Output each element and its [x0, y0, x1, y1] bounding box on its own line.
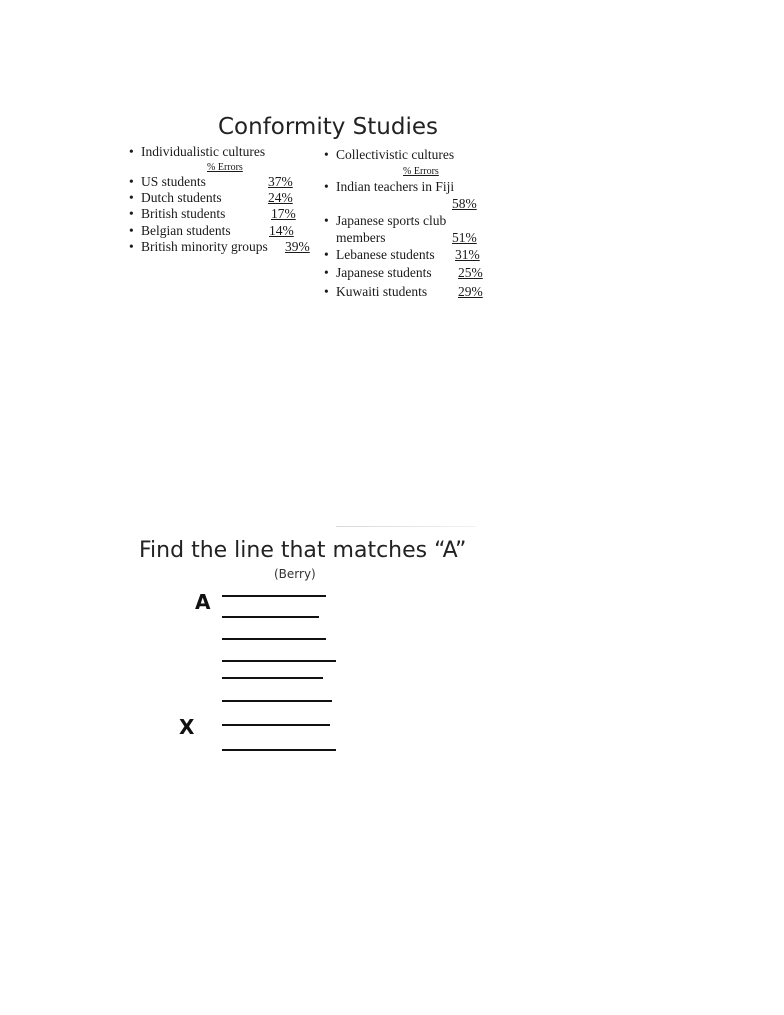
item-label-continued: members: [336, 230, 386, 245]
column-header: Individualistic cultures: [141, 144, 266, 159]
label-a: A: [195, 590, 211, 614]
collectivistic-column: [324, 147, 504, 307]
comparison-line: [222, 700, 332, 702]
slide-divider: [336, 526, 476, 527]
slide-title: Conformity Studies: [218, 114, 438, 140]
bullet: •: [129, 206, 134, 221]
column-header: Collectivistic cultures: [336, 147, 455, 162]
item-value: 14%: [269, 223, 294, 238]
item-value: 29%: [458, 284, 483, 299]
bullet: •: [129, 144, 134, 159]
item-label: US students: [141, 174, 206, 189]
item-label: Indian teachers in Fiji: [336, 179, 455, 194]
individualistic-column: [129, 144, 319, 264]
comparison-line: [222, 616, 319, 618]
item-value: 31%: [455, 247, 480, 262]
item-value: 39%: [285, 239, 310, 254]
item-label: Lebanese students: [336, 247, 435, 262]
bullet: •: [324, 179, 329, 194]
item-value: 17%: [271, 206, 296, 221]
comparison-line: [222, 749, 336, 751]
bullet: •: [324, 265, 329, 280]
slide-title: Find the line that matches “A”: [139, 538, 467, 563]
item-label: Kuwaiti students: [336, 284, 428, 299]
errors-subheader: % Errors: [207, 162, 243, 173]
item-value: 37%: [268, 174, 293, 189]
item-label: British minority groups: [141, 239, 268, 254]
comparison-line: [222, 677, 323, 679]
item-value: 58%: [452, 196, 477, 211]
item-value: 25%: [458, 265, 483, 280]
item-label: Japanese students: [336, 265, 432, 280]
bullet: •: [129, 239, 134, 254]
bullet: •: [324, 247, 329, 262]
comparison-line: [222, 724, 330, 726]
item-label: British students: [141, 206, 226, 221]
label-x: X: [179, 715, 195, 739]
bullet: •: [129, 190, 134, 205]
item-value: 51%: [452, 230, 477, 245]
item-label: Japanese sports club: [336, 213, 447, 228]
bullet: •: [129, 174, 134, 189]
credit-text: (Berry): [274, 567, 316, 581]
bullet: •: [324, 147, 329, 162]
item-label: Belgian students: [141, 223, 231, 238]
bullet: •: [324, 284, 329, 299]
comparison-line: [222, 638, 326, 640]
conformity-studies-slide: [0, 0, 784, 320]
bullet: •: [324, 213, 329, 228]
item-value: 24%: [268, 190, 293, 205]
comparison-line: [222, 660, 336, 662]
item-label: Dutch students: [141, 190, 222, 205]
reference-line: [222, 595, 326, 597]
bullet: •: [129, 223, 134, 238]
errors-subheader: % Errors: [403, 166, 439, 177]
